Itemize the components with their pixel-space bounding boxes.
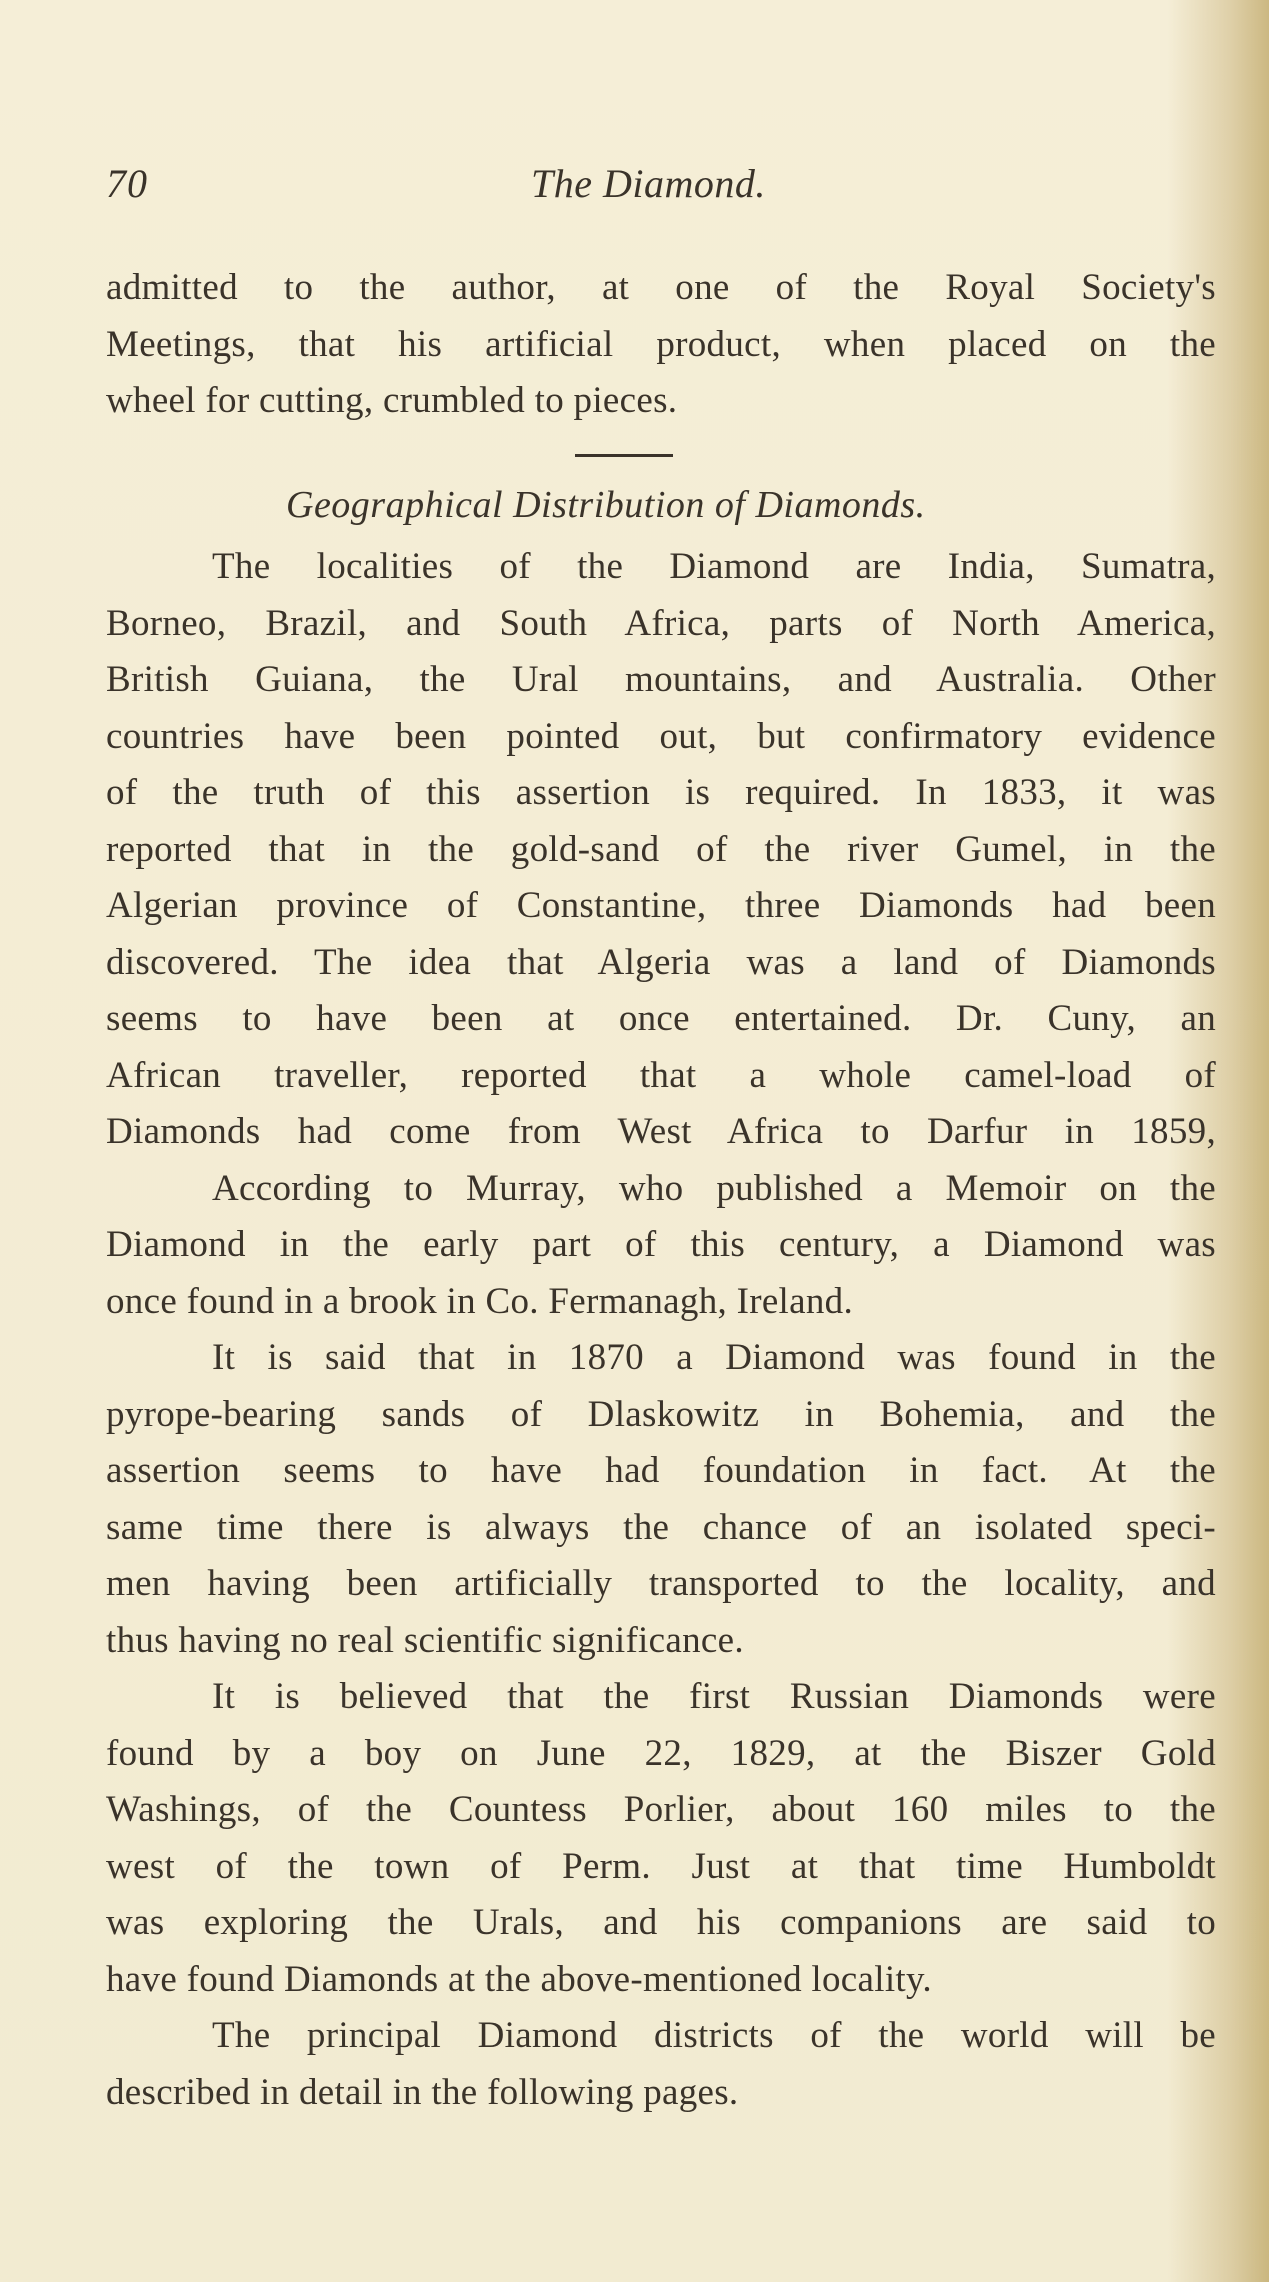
text-line: The principal Diamond districts of the world will be <box>212 2015 1216 2056</box>
text-line: seems to have been at once entertained. Dr. Cuny, an <box>106 998 1216 1039</box>
text-line: reported that in the gold-sand of the river Gumel, in the <box>106 828 1216 870</box>
text-line: Borneo, Brazil, and South Africa, parts of North America, <box>106 602 1216 644</box>
text-line: pyrope-bearing sands of Dlaskowitz in Bohemia, and the <box>106 1393 1216 1435</box>
text-line: wheel for cutting, crumbled to pieces. <box>106 380 678 421</box>
text-line: men having been artificially transported to the locality, and <box>106 1563 1216 1604</box>
text-line: African traveller, reported that a whole camel-load of <box>106 1054 1216 1096</box>
text-line: countries have been pointed out, but confirmatory evidence <box>106 715 1216 757</box>
text-line: was exploring the Urals, and his companions are said to <box>106 1902 1216 1943</box>
text-line: assertion seems to have had foundation in fact. At the <box>106 1450 1216 1491</box>
text-line: Algerian province of Constantine, three Diamonds had been <box>106 885 1216 926</box>
section-heading: Geographical Distribution of Diamonds. <box>286 484 926 526</box>
text-line: once found in a brook in Co. Fermanagh, Ireland. <box>106 1280 854 1322</box>
text-line: It is believed that the first Russian Diamonds were <box>212 1676 1216 1717</box>
running-title: The Diamond. <box>531 161 766 206</box>
intro-paragraph <box>106 260 1216 430</box>
text-line: found by a boy on June 22, 1829, at the Biszer Gold <box>106 1732 1216 1774</box>
text-line: described in detail in the following pages. <box>106 2071 739 2113</box>
text-line: Diamond in the early part of this century, a Diamond was <box>106 1224 1216 1265</box>
text-line: same time there is always the chance of an isolated speci- <box>106 1506 1216 1548</box>
running-head <box>106 160 1216 220</box>
section-divider <box>575 454 673 457</box>
text-line: The localities of the Diamond are India, Sumatra, <box>212 546 1216 587</box>
text-line: of the truth of this assertion is required. In 1833, it was <box>106 772 1216 813</box>
text-line: admitted to the author, at one of the Royal Society's <box>106 267 1216 308</box>
text-line: Diamonds had come from West Africa to Darfur in 1859, <box>106 1111 1216 1152</box>
text-line: have found Diamonds at the above-mentioned locality. <box>106 1958 932 2000</box>
text-line: Washings, of the Countess Porlier, about 160 miles to the <box>106 1789 1216 1830</box>
text-line: According to Murray, who published a Memoir on the <box>212 1167 1216 1209</box>
text-line: thus having no real scientific significance. <box>106 1619 744 1661</box>
text-line: west of the town of Perm. Just at that time Humboldt <box>106 1845 1216 1887</box>
text-line: It is said that in 1870 a Diamond was found in the <box>212 1337 1216 1378</box>
text-line: discovered. The idea that Algeria was a land of Diamonds <box>106 941 1216 983</box>
page-number: 70 <box>106 161 148 206</box>
text-line: British Guiana, the Ural mountains, and Australia. Other <box>106 659 1216 700</box>
body-text <box>106 539 1216 2121</box>
text-line: Meetings, that his artificial product, when placed on the <box>106 323 1216 365</box>
